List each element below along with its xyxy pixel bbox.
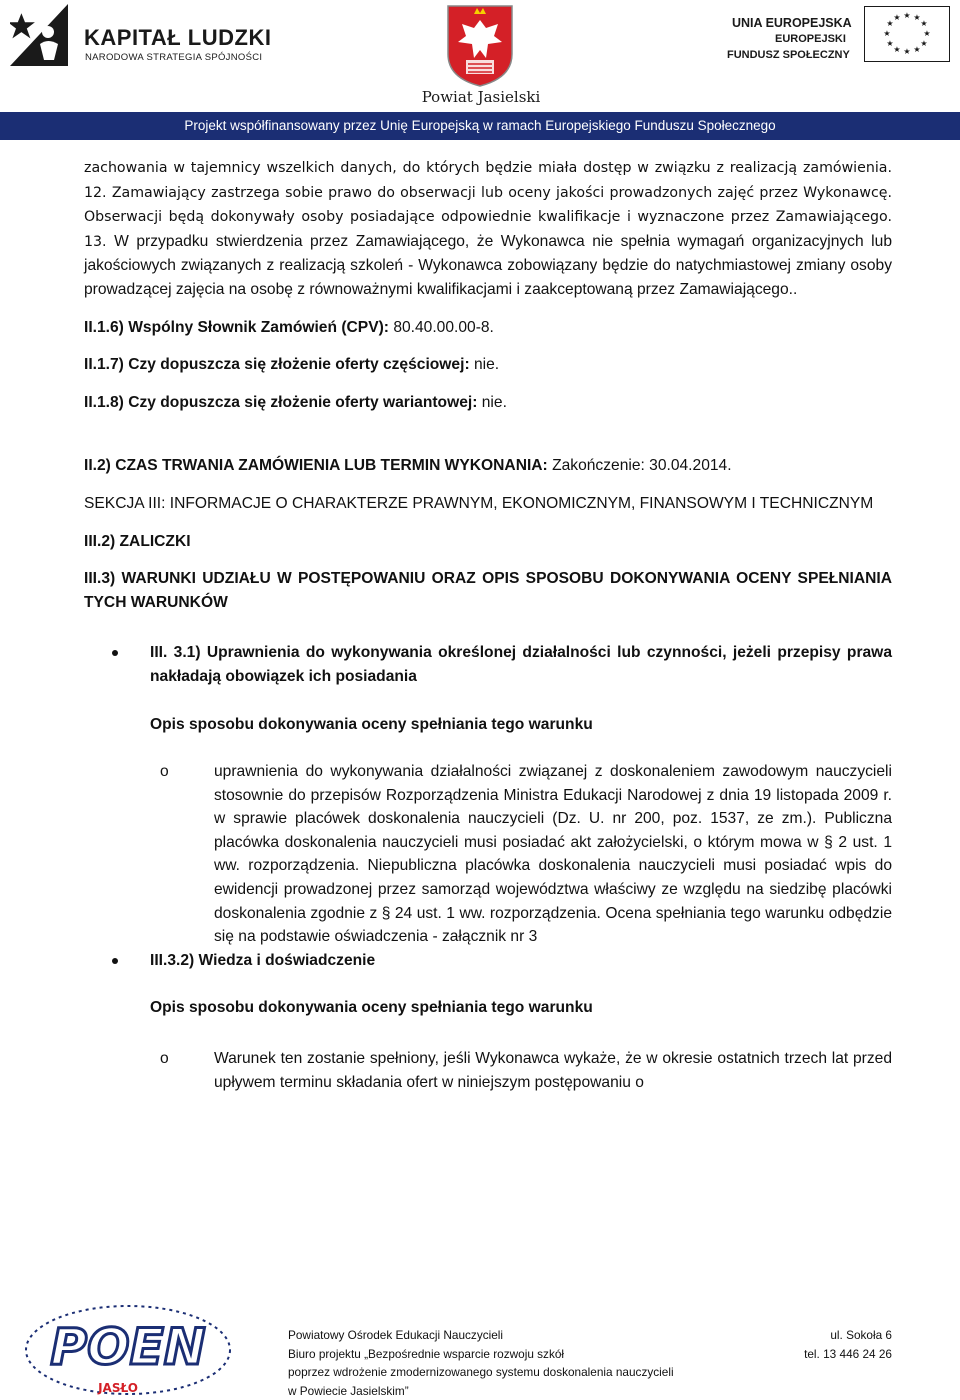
bullet-icon [112,650,118,656]
bullet-icon [112,958,118,964]
kapital-ludzki-logo [10,4,70,66]
footer-line-4: w Powiecie Jasielskim” [288,1383,409,1398]
paragraph-obligations-part1: zachowania w tajemnicy wszelkich danych, do których będzie miała dostęp w związku z realizacją zamówienia. 12. Zamawiający zastrzega sobie prawo do obserwacji lub oceny jakości prowadzonych zajęć przez Wykonawcę. Obserwacji będą dokonywały osoby posiadające odpowiednie kwalifikacje i wyznaczone przez Zamawiającego. 13. [84,160,892,250]
bullet-iii-3-1 [84,641,892,688]
kapital-ludzki-title: KAPITAŁ LUDZKI [84,25,272,50]
svg-text:★: ★ [893,13,901,22]
footer-phone: tel. 13 446 24 26 [804,1346,892,1361]
section-ii-1-8-label: II.1.8) Czy dopuszcza się złożenie oferty wariantowej: [84,393,478,411]
condition-item-2-text: Warunek ten zostanie spełniony, jeśli Wykonawca wykaże, że w okresie ostatnich trzech lat przed upływem terminu składania ofert w niniejszym postępowaniu o [214,1050,892,1091]
svg-text:★: ★ [913,13,921,22]
section-ii-2 [84,454,892,478]
bullet-iii-3-1-text: III. 3.1) Uprawnienia do wykonywania określonej działalności lub czynności, jeżeli przepisy prawa nakładają obowiązek ich posiadania [150,644,892,685]
poen-logo-text: POEN [50,1318,206,1376]
section-iii-3-heading: III.3) WARUNKI UDZIAŁU W POSTĘPOWANIU ORAZ OPIS SPOSOBU DOKONYWANIA OCENY SPEŁNIANIA TYCH WARUNKÓW [84,570,892,611]
circle-bullet-icon: o [160,763,169,781]
section-ii-1-7 [84,353,892,377]
section-ii-1-7-value: nie. [469,356,500,374]
footer-line-1: Powiatowy Ośrodek Edukacji Nauczycieli [288,1328,504,1342]
paragraph-obligations-part2: W przypadku stwierdzenia przez Zamawiającego, że Wykonawca nie spełnia wymagań organizacyjnych lub jakościowych związanych z realizacją szkoleń - Wykonawca zobowiązany będzie do natychmiastowej zmiany osoby prowadzącej zajęcia na osobę z równoważnymi kwalifikacjami i zaakceptowaną przez Zamawiającego.. [84,232,892,298]
powiat-name: Powiat Jasielski [421,88,541,106]
svg-text:★: ★ [886,19,894,28]
kapital-ludzki-subtitle: NARODOWA STRATEGIA SPÓJNOŚCI [85,52,263,63]
footer-line-2: Biuro projektu „Bezpośrednie wsparcie rozwoju szkół [288,1346,565,1361]
section-ii-2-label: II.2) CZAS TRWANIA ZAMÓWIENIA LUB TERMIN WYKONANIA: [84,457,548,475]
cofinancing-banner: Projekt współfinansowany przez Unię Europejską w ramach Europejskiego Funduszu Społecznego [0,112,960,140]
ue-subtitle-1: EUROPEJSKI [775,33,846,45]
condition-description-heading-1: Opis sposobu dokonywania oceny spełniania tego warunku [150,715,593,733]
footer-contact [804,1326,892,1363]
footer-institution [288,1326,674,1400]
condition-item-1 [84,760,892,949]
condition-description-heading-2: Opis sposobu dokonywania oceny spełniania tego warunku [150,999,593,1017]
section-ii-1-8-value: nie. [477,393,507,411]
ue-title: UNIA EUROPEJSKA [732,16,852,30]
svg-text:★: ★ [886,39,894,48]
poen-logo [22,1298,234,1398]
svg-text:★: ★ [903,11,911,20]
page-header [0,0,960,140]
poen-logo-subtext: JASŁO [98,1381,138,1395]
bullet-iii-3-2 [84,949,892,973]
svg-text:★: ★ [883,29,891,38]
footer-line-3: poprzez wdrożenie zmodernizowanego systemu doskonalenia nauczycieli [288,1365,674,1379]
svg-text:★: ★ [913,45,921,54]
section-ii-1-7-label: II.1.7) Czy dopuszcza się złożenie oferty częściowej: [84,356,470,374]
section-ii-1-6-label: II.1.6) Wspólny Słownik Zamówień (CPV): [84,318,389,336]
section-ii-1-8 [84,391,892,415]
svg-text:★: ★ [893,45,901,54]
svg-text:★: ★ [920,39,928,48]
page-footer [0,1296,960,1400]
section-iii-2-heading: III.2) ZALICZKI [84,532,191,550]
footer-address: ul. Sokoła 6 [830,1328,892,1342]
ue-subtitle-2: FUNDUSZ SPOŁECZNY [727,49,850,61]
paragraph-obligations [84,156,892,302]
svg-text:★: ★ [920,19,928,28]
svg-text:★: ★ [923,29,931,38]
section-ii-1-6 [84,316,892,340]
bullet-iii-3-2-text: III.3.2) Wiedza i doświadczenie [150,951,376,969]
condition-item-1-text: uprawnienia do wykonywania działalności związanej z doskonaleniem zawodowym nauczycieli stosownie do przepisów Rozporządzenia Ministra Edukacji Narodowej z dnia 19 listopada 2009 r. w sprawie placówek doskonalenia nauczycieli (Dz. U. nr 200, poz. 1537, ze zm.). Publiczna placówka doskonalenia nauczycieli musi posiadać akt założycielski, o którym mowa w § 2 ust. 1 ww. rozporządzenia. Niepubliczna placówka doskonalenia nauczycieli musi posiadać wpis do ewidencji prowadzonej przez samorząd województwa właściwy ze względu na siedzibę placówki doskonalenia zgodnie z § 24 ust. 1 ww. rozporządzenia. Ocena spełniania tego warunku odbędzie się na podstawie oświadczenia - załącznik nr 3 [214,763,892,946]
section-ii-1-6-value: 80.40.00.00-8. [388,318,494,336]
section-ii-2-value: Zakończenie: 30.04.2014. [547,457,732,475]
powiat-crest-icon [444,2,516,88]
eu-flag-icon [864,6,950,62]
document-body [84,156,892,1094]
condition-item-2 [84,1047,892,1094]
svg-text:★: ★ [903,47,911,56]
circle-bullet-icon: o [160,1050,169,1068]
section-iii-heading: SEKCJA III: INFORMACJE O CHARAKTERZE PRAWNYM, EKONOMICZNYM, FINANSOWYM I TECHNICZNYM [84,494,874,512]
